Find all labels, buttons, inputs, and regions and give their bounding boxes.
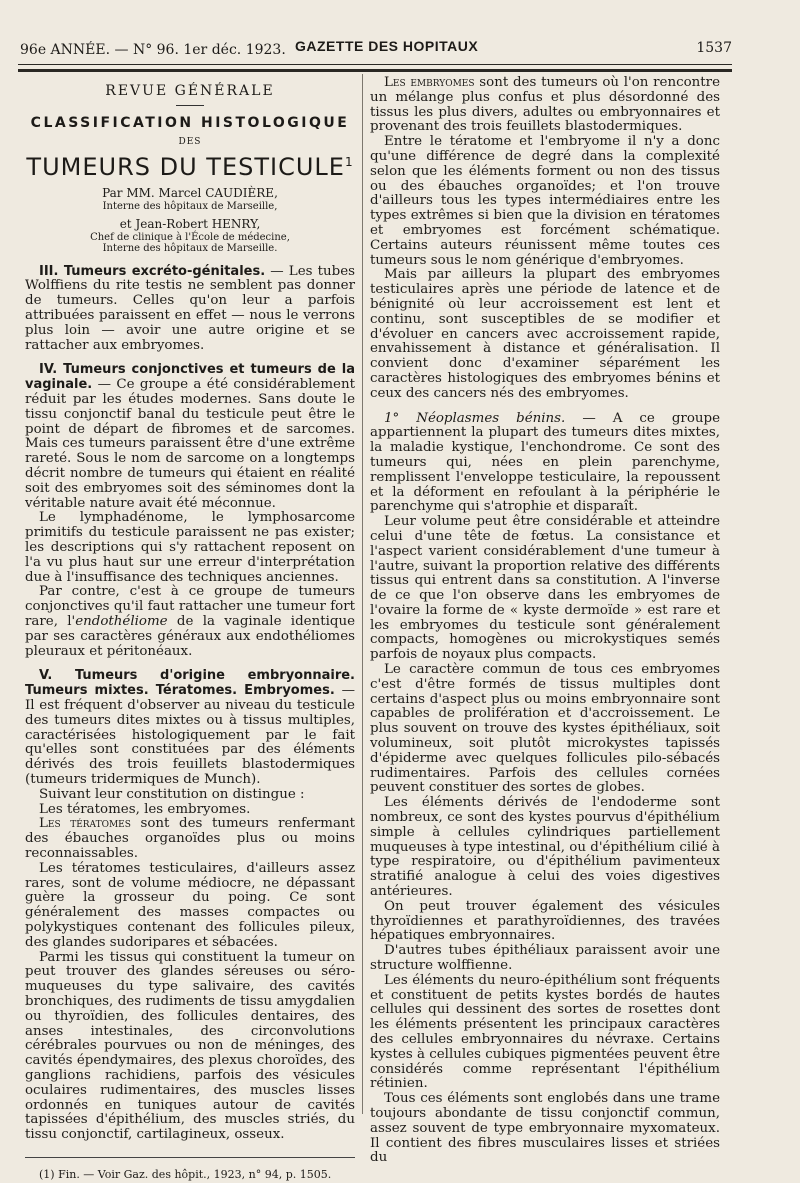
text-section-3: — Les tubes Wolffiens du rite testis ne semblent pas donner de tumeurs. Celles qu'on leur a parfois attribuées paraissent en effet — nous le verrons plus loin — avoir une autre origine et se rattacher aux embryomes.: [25, 263, 355, 353]
paragraph-neuro-epithelium: Les éléments du neuro-épithélium sont fréquents et constituent de petits kystes bordés de hautes cellules qui dessinent des sortes de rosettes dont les éléments présentent les principaux caractères des cellules embryonnaires du névraxe. Certains kystes à cellules cubiques pigmentées peuvent être considérés comme représentant l'épithélium rétinien.: [370, 972, 720, 1092]
article-title-text: TUMEURS DU TESTICULE: [26, 153, 345, 182]
header-rule-thick: [18, 69, 732, 72]
author-2-affiliation-2: Interne des hôpitaux de Marseille.: [102, 243, 278, 255]
page-number: 1537: [696, 40, 732, 56]
column-separator: [362, 74, 363, 1114]
title-footnote-mark: 1: [344, 155, 354, 170]
paragraph-section-4: [25, 363, 355, 511]
paragraph-par-contre: [25, 585, 355, 659]
paragraph-entre: Entre le tératome et l'embryome il n'y a donc qu'une différence de degré dans la complexité selon que les éléments forment ou non des tissus ou des ébauches organoïdes; et l'on trouve d'ailleurs tous les types intermédiaires entre les types extrêmes si bien que la division en tératomes et embryomes est forcément schématique. Certains auteurs réunissent même toutes ces tumeurs sous le nom générique d'embryomes.: [370, 134, 720, 268]
authors-block: [25, 187, 355, 255]
left-column: [25, 74, 355, 1183]
paragraph-section-3: [25, 265, 355, 354]
heading-neoplasmes-benins: 1° Néoplasmes bénins.: [384, 410, 566, 426]
paragraph-les: Les tératomes, les embryomes.: [39, 801, 251, 817]
right-column: [370, 76, 720, 1166]
paragraph-lymphadenome: Le lymphadénome, le lymphosarcome primitifs du testicule paraissent ne pas exister; les descriptions qui s'y rattachent reposent on l'a vu plus haut sur une erreur d'interprétation due à l'insuffisance des techniques anciennes.: [25, 510, 355, 585]
text-par-contre-b: de la vaginale identique par ses caractères généraux aux endothéliomes pleuraux et péritonéaux.: [25, 614, 355, 659]
paragraph-teratomes-testiculaires: Les tératomes testiculaires, d'ailleurs assez rares, sont de volume médiocre, ne dépassant guère la grosseur du poing. Ce sont généralement des masses compactes ou polykystiques contenant des follicules pileux, des glandes sudoripares et sébacées.: [25, 860, 355, 950]
article-title: [25, 153, 355, 182]
term-endotheliome: endothéliome: [75, 614, 168, 630]
paragraph-neoplasmes-benins: [370, 412, 720, 516]
paragraph-trame: Tous ces éléments sont englobés dans une trame toujours abondante de tissu conjonctif commun, assez souvent de type embryonnaire myxomateux. Il contient des fibres musculaires lisses et striées du: [370, 1091, 720, 1166]
paragraph-wolffienne: D'autres tubes épithéliaux paraissent avoir une structure wolffienne.: [370, 943, 720, 974]
author-2-affiliation-1: Chef de clinique à l'École de médecine,: [90, 231, 290, 243]
author-2: et Jean-Robert HENRY,: [119, 217, 261, 232]
heading-section-3: III. Tumeurs excréto-génitales.: [39, 263, 266, 279]
paragraph-mais: Mais par ailleurs la plupart des embryomes testiculaires après une période de latence et de bénignité où leur accroissement est lent et continu, sont susceptibles de se modifier et d'évoluer en cancers avec accroissement rapide, envahissement à distance et généralisation. Il convient donc d'examiner séparément les caractères histologiques des embryomes bénins et ceux des cancers nés des embryomes.: [370, 267, 720, 401]
section-title: REVUE GÉNÉRALE: [105, 83, 275, 99]
paragraph-suivant: Suivant leur constitution on distingue :: [39, 786, 305, 802]
heading-section-5: V. Tumeurs d'origine embryonnaire. Tumeurs mixtes. Tératomes. Embryomes.: [25, 668, 355, 699]
article-kicker: CLASSIFICATION HISTOLOGIQUE: [30, 114, 350, 131]
header-rule-thin: [18, 64, 732, 65]
author-1-affiliation: Interne des hôpitaux de Marseille,: [102, 200, 278, 212]
section-divider: [176, 105, 204, 106]
paragraph-parmi: Parmi les tissus qui constituent la tumeur on peut trouver des glandes séreuses ou séro-muqueuses du type salivaire, des cavités bronchiques, des rudiments de tissu amygdalien ou thyroïdien, des follicules dentaires, des anses intestinales, des circonvolutions cérébrales pourvues ou non de méninges, des cavités épendymaires, des plexus choroïdes, des ganglions rachidiens, parfois des vésicules oculaires rudimentaires, des muscles lisses ordonnés en tuniques autour de cavités tapissées d'épithélium, des muscles striés, du tissu conjonctif, cartilagineux, osseux.: [25, 949, 355, 1143]
text-teratomes: sont des tumeurs renfermant des ébauches organoïdes plus ou moins reconnaissables.: [25, 816, 355, 861]
paragraph-section-5: [25, 669, 355, 787]
text-section-4: — Ce groupe a été considérablement réduit par les études modernes. Sans doute le tissu conjonctif banal du testicule peut être le point de départ de fibromes et de sarcomes. Mais ces tumeurs paraissent être d'une extrême rareté. Sous le nom de sarcome on a longtemps décrit nombre de tumeurs qui étaient en réalité soit des embryomes soit des séminomes dont la véritable nature avait été méconnue.: [25, 377, 355, 511]
paragraph-teratomes: [25, 817, 355, 861]
footnote: (1) Fin. — Voir Gaz. des hôpit., 1923, n° 94, p. 1505.: [39, 1167, 332, 1181]
paragraph-embryomes: [370, 76, 720, 135]
author-1: Par MM. Marcel CAUDIÈRE,: [102, 186, 278, 201]
article-des: DES: [178, 136, 202, 147]
journal-name: GAZETTE DES HOPITAUX: [295, 38, 479, 54]
issue-line: 96e ANNÉE. — N° 96. 1er déc. 1923.: [20, 42, 286, 58]
text-neoplasmes-benins: — A ce groupe appartiennent la plupart des tumeurs dites mixtes, la maladie kystique, l'enchondrome. Ce sont des tumeurs qui, nées en plein parenchyme, remplissent l'enveloppe testiculaire, la repoussent et la déforment en refoulant à la périphérie le parenchyme qui s'atrophie et disparaît.: [370, 410, 720, 515]
text-embryomes: sont des tumeurs où l'on rencontre un mélange plus confus et plus désordonné des tissus les plus divers, adultes ou embryonnaires et provenant des trois feuillets blastodermiques.: [370, 75, 720, 135]
footnote-rule: [25, 1157, 355, 1158]
paragraph-volume: Leur volume peut être considérable et atteindre celui d'une tête de fœtus. La consistance et l'aspect varient considérablement d'une tumeur à l'autre, suivant la proportion relative des différents tissus qui entrent dans sa constitution. A l'inverse de ce que l'on observe dans les embryomes de l'ovaire la forme de « kyste dermoïde » est rare et les embryomes du testicule sont généralement compacts, homogènes ou microkystiques semés parfois de noyaux plus compacts.: [370, 514, 720, 663]
term-embryomes: Les embryomes: [384, 75, 475, 90]
paragraph-caractere: Le caractère commun de tous ces embryomes c'est d'être formés de tissus multiples dont certains d'aspect plus ou moins embryonnaire sont capables de prolifération et d'accroissement. Le plus souvent on trouve des kystes épithéliaux, soit volumineux, soit plutôt microkystes tapissés d'épiderme avec quelques follicules pilo-sébacés rudimentaires. Parfois des cellules cornées peuvent constituer des sortes de globes.: [370, 662, 720, 796]
heading-section-4: IV. Tumeurs conjonctives et tumeurs de la vaginale.: [25, 362, 355, 393]
text-section-5: — Il est fréquent d'observer au niveau du testicule des tumeurs dites mixtes ou à tissus multiples, caractérisées histologiquement par le fait qu'elles sont constituées par des éléments dérivés des trois feuillets blastodermiques (tumeurs tridermiques de Munch).: [25, 683, 356, 787]
term-teratomes: Les tératomes: [39, 816, 131, 832]
page-header: [20, 38, 732, 60]
paragraph-endoderme: Les éléments dérivés de l'endoderme sont nombreux, ce sont des kystes pourvus d'épithélium simple à cellules cylindriques partiellement muqueuses à type intestinal, ou d'épithélium cilié à type respiratoire, ou d'épithélium pavimenteux stratifié analogue à celui des voies digestives antérieures.: [370, 795, 720, 900]
text-par-contre-a: Par contre, c'est à ce groupe de tumeurs conjonctives qu'il faut rattacher une tumeur fort rare, l': [25, 584, 355, 630]
paragraph-thyroidiennes: On peut trouver également des vésicules thyroïdiennes et parathyroïdiennes, des travées hépatiques embryonnaires.: [370, 898, 720, 944]
